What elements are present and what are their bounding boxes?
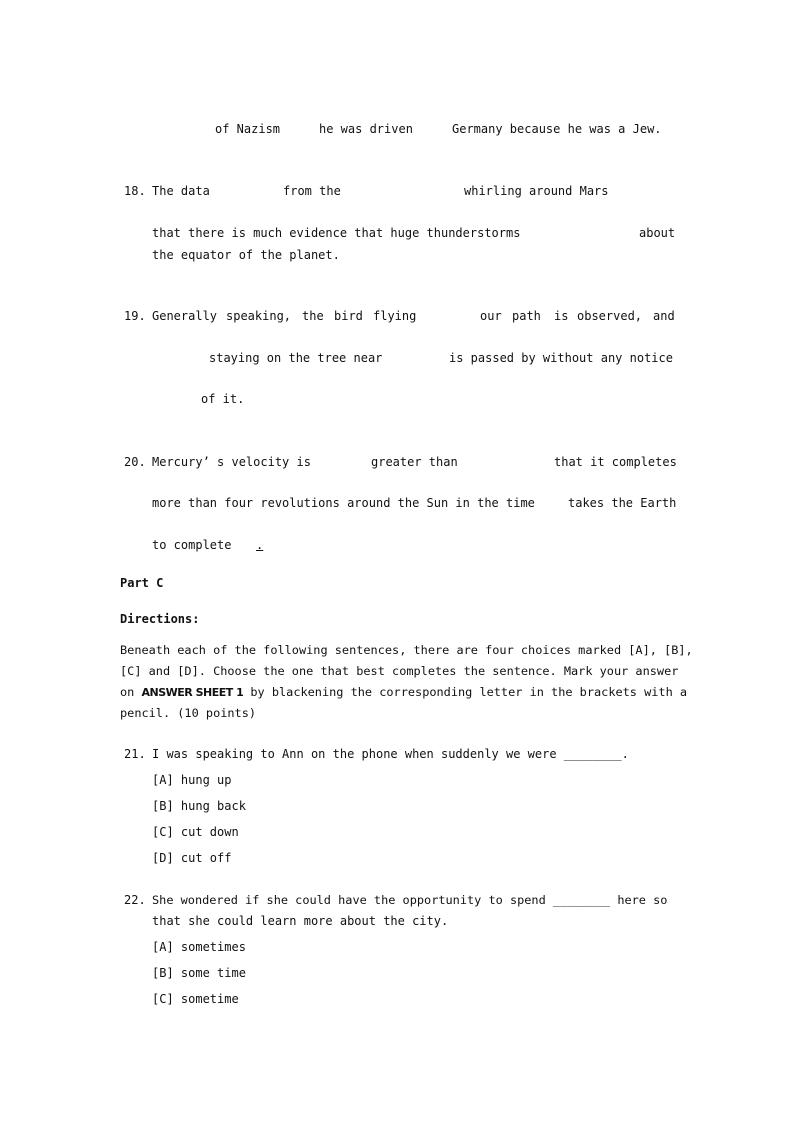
q21-option-c: [C] cut down xyxy=(152,825,239,839)
q19-word-1: Generally xyxy=(152,309,218,323)
q21-option-b: [B] hung back xyxy=(152,799,246,813)
q22-number: 22. xyxy=(124,893,146,907)
q18-fragment-6: the equator of the planet. xyxy=(152,248,340,262)
q18-fragment-4: that there is much evidence that huge thunderstorms xyxy=(152,226,521,240)
q21-option-a: [A] hung up xyxy=(152,773,232,787)
answer-sheet-label: ANSWER SHEET 1 xyxy=(141,686,244,699)
q21-option-d: [D] cut off xyxy=(152,851,232,865)
q19-word-8: is xyxy=(554,309,569,323)
q20-number: 20. xyxy=(124,455,146,469)
q19-number: 19. xyxy=(124,309,146,323)
q20-fragment-6: to complete xyxy=(152,538,232,552)
q20-fragment-5: takes the Earth xyxy=(568,496,677,510)
q21-stem: I was speaking to Ann on the phone when suddenly we were ________. xyxy=(152,747,629,761)
q18-fragment-3: whirling around Mars xyxy=(464,184,609,198)
q17-fragment-2: he was driven xyxy=(319,122,413,136)
q20-fragment-4: more than four revolutions around the Sun in the time xyxy=(152,496,535,510)
q19-fragment-3: of it. xyxy=(201,392,245,406)
q19-fragment-2: is passed by without any notice xyxy=(449,351,673,365)
q18-fragment-1: The data xyxy=(152,184,210,198)
q19-word-2: speaking, xyxy=(226,309,292,323)
directions-line-2: [C] and [D]. Choose the one that best completes the sentence. Mark your answer xyxy=(120,664,679,678)
directions-line-3-pre: on xyxy=(120,685,142,699)
q20-fragment-1: Mercury’ s velocity is xyxy=(152,455,311,469)
q20-fragment-3: that it completes xyxy=(554,455,677,469)
q19-fragment-1: staying on the tree near xyxy=(209,351,383,365)
q17-fragment-1: of Nazism xyxy=(215,122,281,136)
q19-word-4: bird xyxy=(334,309,363,323)
directions-line-3 xyxy=(120,684,687,701)
q19-word-6: our xyxy=(480,309,502,323)
part-c-heading: Part C xyxy=(120,576,164,590)
q22-option-b: [B] some time xyxy=(152,966,246,980)
q18-fragment-2: from the xyxy=(283,184,341,198)
q19-word-5: flying xyxy=(373,309,417,323)
q20-blank-period: . xyxy=(256,538,264,552)
directions-line-4: pencil. (10 points) xyxy=(120,706,257,720)
q19-word-7: path xyxy=(512,309,541,323)
q22-option-a: [A] sometimes xyxy=(152,940,246,954)
directions-line-3-post: by blackening the corresponding letter in the brackets with a xyxy=(243,685,688,699)
q19-word-10: and xyxy=(653,309,675,323)
q17-fragment-3: Germany because he was a Jew. xyxy=(452,122,662,136)
q22-option-c: [C] sometime xyxy=(152,992,239,1006)
q21-number: 21. xyxy=(124,747,146,761)
q22-stem-line-2: that she could learn more about the city. xyxy=(152,914,449,928)
directions-line-1: Beneath each of the following sentences, there are four choices marked [A], [B], xyxy=(120,643,693,657)
directions-label: Directions: xyxy=(120,612,200,626)
q22-stem-line-1: She wondered if she could have the opportunity to spend ________ here so xyxy=(152,893,668,907)
q19-word-3: the xyxy=(302,309,324,323)
q19-word-9: observed, xyxy=(577,309,643,323)
q20-fragment-2: greater than xyxy=(371,455,458,469)
q18-fragment-5: about xyxy=(639,226,676,240)
q18-number: 18. xyxy=(124,184,146,198)
